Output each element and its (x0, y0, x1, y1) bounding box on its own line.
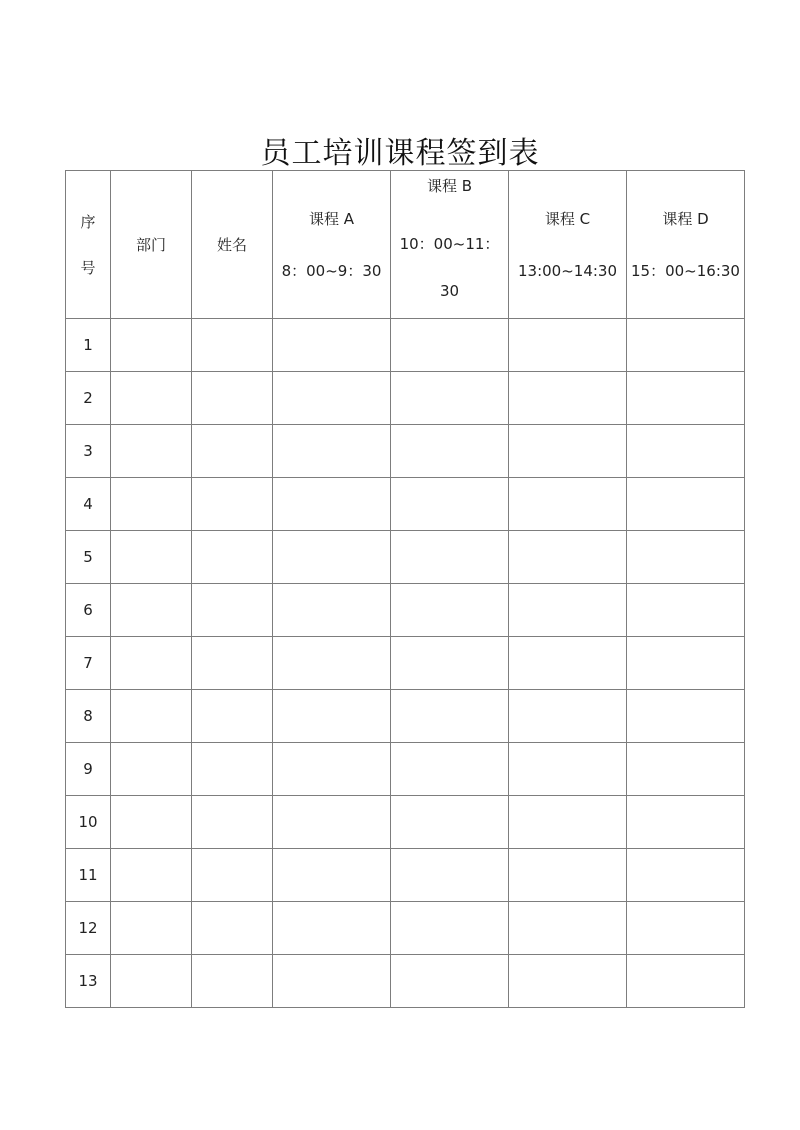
course-a-cell[interactable] (273, 849, 391, 902)
course-c-cell[interactable] (509, 743, 627, 796)
course-c-cell[interactable] (509, 372, 627, 425)
course-c-cell[interactable] (509, 902, 627, 955)
course-a-cell[interactable] (273, 531, 391, 584)
course-b-cell[interactable] (391, 637, 509, 690)
course-c-cell[interactable] (509, 478, 627, 531)
course-a-cell[interactable] (273, 743, 391, 796)
header-course-a (273, 171, 391, 319)
course-a-cell[interactable] (273, 796, 391, 849)
course-b-cell[interactable] (391, 584, 509, 637)
course-b-cell[interactable] (391, 955, 509, 1008)
course-b-cell[interactable] (391, 796, 509, 849)
course-c-cell[interactable] (509, 955, 627, 1008)
course-d-cell[interactable] (627, 637, 745, 690)
row-number: 13 (66, 955, 111, 1008)
department-cell[interactable] (111, 955, 192, 1008)
course-b-name: 课程 B (426, 176, 473, 195)
row-number: 12 (66, 902, 111, 955)
row-number: 11 (66, 849, 111, 902)
table-row (66, 637, 745, 690)
header-name: 姓名 (192, 171, 273, 319)
row-number: 6 (66, 584, 111, 637)
table-row (66, 531, 745, 584)
table-row (66, 584, 745, 637)
course-d-cell[interactable] (627, 690, 745, 743)
course-c-name: 课程 C (544, 209, 591, 228)
table-row (66, 425, 745, 478)
table-row (66, 955, 745, 1008)
sign-in-table (65, 170, 745, 1008)
course-d-cell[interactable] (627, 902, 745, 955)
row-number: 10 (66, 796, 111, 849)
department-cell[interactable] (111, 478, 192, 531)
row-number: 3 (66, 425, 111, 478)
name-cell[interactable] (192, 478, 273, 531)
course-c-cell[interactable] (509, 690, 627, 743)
name-cell[interactable] (192, 955, 273, 1008)
course-c-cell[interactable] (509, 319, 627, 372)
course-d-cell[interactable] (627, 584, 745, 637)
course-d-cell[interactable] (627, 796, 745, 849)
table-row (66, 849, 745, 902)
table-row (66, 796, 745, 849)
course-a-name: 课程 A (308, 209, 355, 228)
row-number: 5 (66, 531, 111, 584)
table-row (66, 372, 745, 425)
course-c-cell[interactable] (509, 796, 627, 849)
course-c-time: 13:00~14:30 (517, 261, 618, 280)
name-cell[interactable] (192, 637, 273, 690)
course-b-cell[interactable] (391, 372, 509, 425)
course-a-cell[interactable] (273, 902, 391, 955)
department-cell[interactable] (111, 796, 192, 849)
name-cell[interactable] (192, 849, 273, 902)
course-a-cell[interactable] (273, 637, 391, 690)
course-a-cell[interactable] (273, 478, 391, 531)
course-b-cell[interactable] (391, 425, 509, 478)
department-cell[interactable] (111, 902, 192, 955)
department-cell[interactable] (111, 531, 192, 584)
header-row (66, 171, 745, 319)
row-number: 7 (66, 637, 111, 690)
header-course-c (509, 171, 627, 319)
department-cell[interactable] (111, 637, 192, 690)
header-seq (66, 171, 111, 319)
course-d-cell[interactable] (627, 849, 745, 902)
course-d-cell[interactable] (627, 531, 745, 584)
name-cell[interactable] (192, 372, 273, 425)
department-cell[interactable] (111, 372, 192, 425)
name-cell[interactable] (192, 425, 273, 478)
header-department: 部门 (111, 171, 192, 319)
course-b-cell[interactable] (391, 849, 509, 902)
department-cell[interactable] (111, 743, 192, 796)
table-body (66, 319, 745, 1008)
row-number: 9 (66, 743, 111, 796)
row-number: 2 (66, 372, 111, 425)
course-c-cell[interactable] (509, 425, 627, 478)
course-d-cell[interactable] (627, 425, 745, 478)
course-b-cell[interactable] (391, 531, 509, 584)
course-b-cell[interactable] (391, 902, 509, 955)
course-c-cell[interactable] (509, 584, 627, 637)
course-c-cell[interactable] (509, 637, 627, 690)
name-cell[interactable] (192, 743, 273, 796)
header-seq-char2: 号 (80, 258, 96, 277)
department-cell[interactable] (111, 319, 192, 372)
row-number: 8 (66, 690, 111, 743)
department-cell[interactable] (111, 425, 192, 478)
name-cell[interactable] (192, 690, 273, 743)
table-row (66, 319, 745, 372)
name-cell[interactable] (192, 796, 273, 849)
course-b-cell[interactable] (391, 478, 509, 531)
header-seq-char1: 序 (80, 212, 96, 231)
course-a-cell[interactable] (273, 372, 391, 425)
course-b-time: 10：00~11：30 (399, 234, 500, 300)
name-cell[interactable] (192, 531, 273, 584)
course-b-cell[interactable] (391, 743, 509, 796)
course-c-cell[interactable] (509, 849, 627, 902)
header-course-d (627, 171, 745, 319)
course-a-cell[interactable] (273, 319, 391, 372)
course-c-cell[interactable] (509, 531, 627, 584)
department-cell[interactable] (111, 584, 192, 637)
course-a-cell[interactable] (273, 690, 391, 743)
course-d-cell[interactable] (627, 743, 745, 796)
page-title: 员工培训课程签到表 (260, 136, 540, 172)
course-d-cell[interactable] (627, 955, 745, 1008)
name-cell[interactable] (192, 902, 273, 955)
course-b-cell[interactable] (391, 319, 509, 372)
table-row (66, 743, 745, 796)
row-number: 1 (66, 319, 111, 372)
course-a-cell[interactable] (273, 584, 391, 637)
course-d-time: 15：00~16:30 (631, 261, 740, 280)
course-d-name: 课程 D (662, 209, 709, 228)
course-d-cell[interactable] (627, 478, 745, 531)
course-d-cell[interactable] (627, 319, 745, 372)
table-row (66, 690, 745, 743)
course-a-cell[interactable] (273, 955, 391, 1008)
course-b-cell[interactable] (391, 690, 509, 743)
row-number: 4 (66, 478, 111, 531)
name-cell[interactable] (192, 584, 273, 637)
department-cell[interactable] (111, 690, 192, 743)
table-row (66, 478, 745, 531)
course-a-cell[interactable] (273, 425, 391, 478)
department-cell[interactable] (111, 849, 192, 902)
table-row (66, 902, 745, 955)
header-course-b (391, 171, 509, 319)
course-d-cell[interactable] (627, 372, 745, 425)
course-a-time: 8：00~9：30 (281, 261, 382, 280)
name-cell[interactable] (192, 319, 273, 372)
